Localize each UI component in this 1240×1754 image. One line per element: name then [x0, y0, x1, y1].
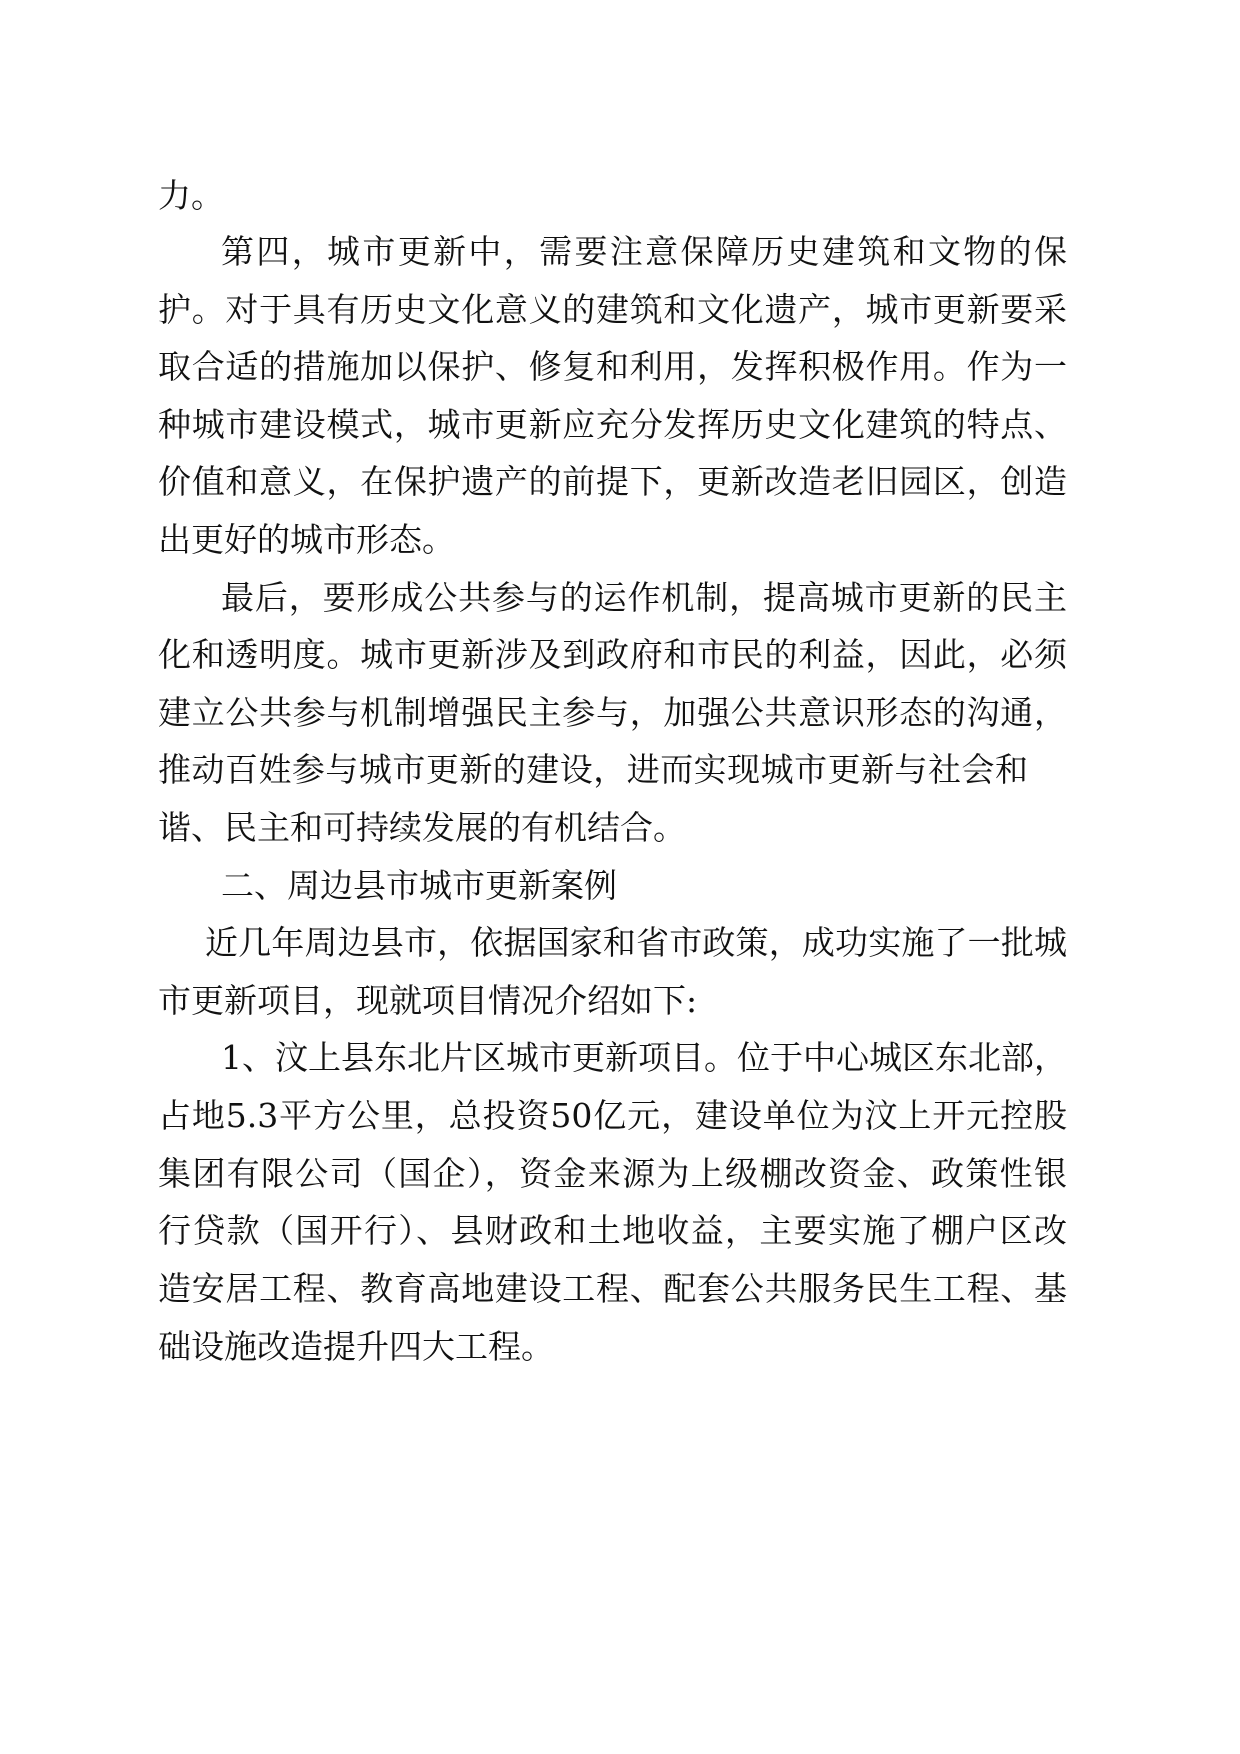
text-line: 出更好的城市形态。: [158, 520, 455, 559]
text-line: 护。对于具有历史文化意义的建筑和文化遗产，城市更新要采: [158, 290, 1067, 329]
paragraph-start-line: 第四，城市更新中，需要注意保障历史建筑和文物的保: [221, 232, 1067, 271]
text-line: 种城市建设模式，城市更新应充分发挥历史文化建筑的特点、: [158, 405, 1067, 444]
text-line: 力。: [158, 176, 224, 215]
text-line: 础设施改造提升四大工程。: [158, 1327, 554, 1366]
text-line: 造安居工程、教育高地建设工程、配套公共服务民生工程、基: [158, 1269, 1067, 1308]
paragraph-start-line: 最后，要形成公共参与的运作机制，提高城市更新的民主: [221, 578, 1067, 617]
text-line: 集团有限公司（国企），资金来源为上级棚改资金、政策性银: [158, 1154, 1067, 1193]
text-line: 化和透明度。城市更新涉及到政府和市民的利益，因此，必须: [158, 635, 1067, 674]
list-item-start-line: 1、汶上县东北片区城市更新项目。位于中心城区东北部，: [221, 1038, 1067, 1077]
paragraph-start-line: 近几年周边县市，依据国家和省市政策，成功实施了一批城: [205, 923, 1067, 962]
text-line: 行贷款（国开行）、县财政和土地收益，主要实施了棚户区改: [158, 1211, 1067, 1250]
section-heading: 二、周边县市城市更新案例: [221, 866, 617, 905]
text-line: 建立公共参与机制增强民主参与，加强公共意识形态的沟通，: [158, 693, 1067, 732]
text-line: 取合适的措施加以保护、修复和利用，发挥积极作用。作为一: [158, 347, 1067, 386]
text-line: 价值和意义，在保护遗产的前提下，更新改造老旧园区，创造: [158, 462, 1067, 501]
text-line: 市更新项目，现就项目情况介绍如下:: [158, 981, 698, 1020]
text-line: 推动百姓参与城市更新的建设，进而实现城市更新与社会和: [158, 750, 1028, 789]
text-line: 占地5.3平方公里，总投资50亿元，建设单位为汶上开元控股: [158, 1096, 1067, 1135]
text-line: 谐、民主和可持续发展的有机结合。: [158, 808, 686, 847]
